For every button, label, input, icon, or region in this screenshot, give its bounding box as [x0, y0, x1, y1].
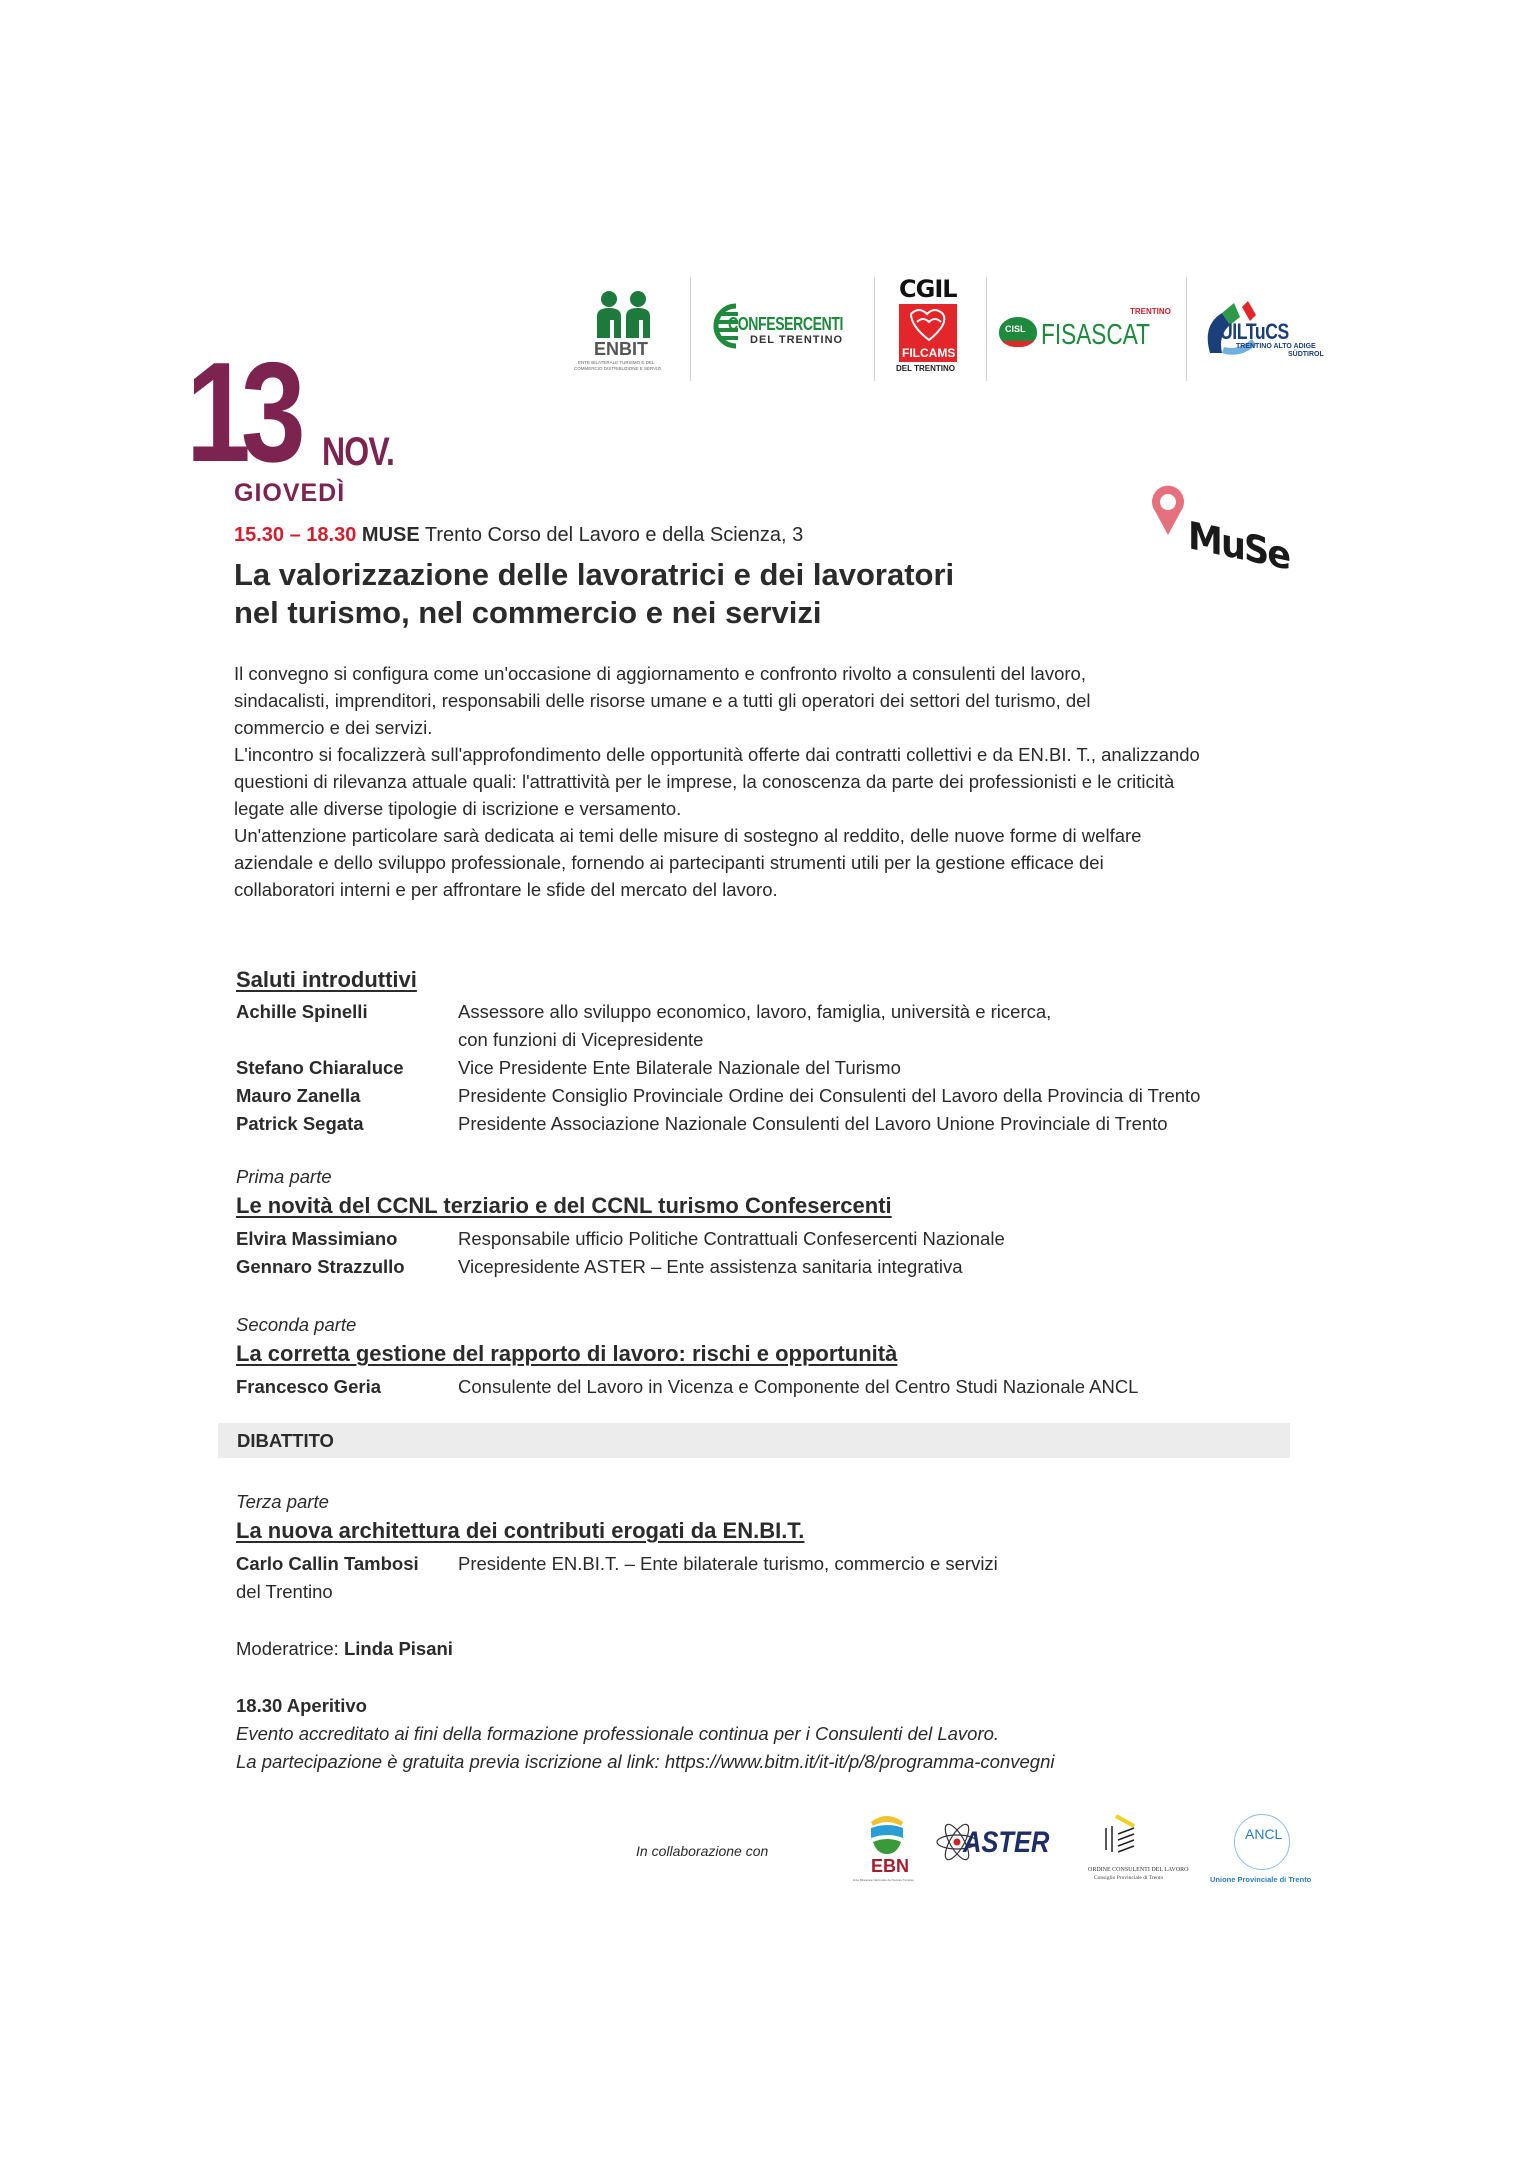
fisascat-region: TRENTINO: [1130, 307, 1171, 316]
intro-line: Il convegno si configura come un'occasione di aggiornamento e confronto rivolto a consulenti del lavoro,: [234, 663, 1086, 684]
intro-line: aziendale e dello sviluppo professionale, fornendo ai partecipanti strumenti utili per la gestione efficace dei: [234, 852, 1104, 873]
saluti-heading: Saluti introduttivi: [236, 967, 417, 992]
ordine-caption: Consiglio Provinciale di Trento: [1094, 1875, 1164, 1881]
ebn-caption: Ente Bilaterale Nazionale del Settore Turistico: [853, 1878, 915, 1882]
prima-parte-label: Prima parte: [236, 1166, 332, 1187]
event-address: Trento Corso del Lavoro e della Scienza, 3: [424, 524, 804, 546]
fisascat-logo: [997, 305, 1177, 360]
speaker-role-cont: con funzioni di Vicepresidente: [458, 1029, 704, 1050]
cgil-name: CGIL: [899, 275, 957, 303]
aster-name: ASTER: [963, 1826, 1050, 1859]
event-time: 15.30 – 18.30: [234, 524, 357, 546]
moderator-name: Linda Pisani: [343, 1638, 453, 1659]
enbit-caption-1: ENTE BILATERALE TURISMO E DEL: [578, 360, 655, 365]
filcams-red-box: [899, 304, 957, 362]
event-venue: MUSE: [361, 524, 420, 546]
moderator-label: Moderatrice:: [236, 1638, 339, 1659]
confesercenti-subtitle: DEL TRENTINO: [750, 334, 844, 346]
ancl-name: ANCL: [1245, 1826, 1283, 1842]
dibattito-band: [218, 1423, 1290, 1458]
speaker-role: Responsabile ufficio Politiche Contrattuali Confesercenti Nazionale: [458, 1228, 1005, 1249]
event-time-venue: [234, 523, 803, 547]
enbit-caption-2: COMMERCIO DISTRIBUZIONE E SERVIZI: [574, 366, 662, 371]
cgil-subtitle: DEL TRENTINO: [896, 364, 955, 373]
speaker-name: Francesco Geria: [236, 1376, 381, 1397]
intro-line: Un'attenzione particolare sarà dedicata ai temi delle misure di sostegno al reddito, delle nuove forme di welfare: [234, 825, 1142, 846]
logo-divider: [986, 277, 987, 381]
intro-line: sindacalisti, imprenditori, responsabili delle risorse umane e a tutti gli operatori dei settori del turismo, del: [234, 690, 1091, 711]
accreditation-note: Evento accreditato ai fini della formazione professionale continua per i Consulenti del Lavoro.: [236, 1723, 1000, 1744]
enbit-people-icon: [578, 290, 670, 340]
ancl-caption: Unione Provinciale di Trento: [1210, 1875, 1312, 1884]
speaker-role-cont: del Trentino: [236, 1581, 333, 1602]
muse-wordmark: MuSe: [1188, 513, 1290, 579]
event-weekday: GIOVEDÌ: [234, 479, 346, 507]
aster-logo: [935, 1820, 1065, 1868]
speaker-name: Stefano Chiaraluce: [236, 1057, 404, 1078]
event-title-line-2: nel turismo, nel commercio e nei servizi: [234, 595, 822, 630]
fisascat-name: FISASCAT: [1041, 319, 1150, 351]
registration-note: La partecipazione è gratuita previa iscrizione al link: https://www.bitm.it/it-it/p/8/programma-convegni: [236, 1751, 1055, 1772]
intro-line: collaboratori interni e per affrontare le sfide del mercato del lavoro.: [234, 879, 778, 900]
cgil-filcams-logo: [893, 275, 969, 375]
speaker-name: Carlo Callin Tambosi: [236, 1553, 419, 1574]
intro-line: commercio e dei servizi.: [234, 717, 433, 738]
ancl-logo: [1208, 1812, 1328, 1902]
aperitivo: 18.30 Aperitivo: [236, 1695, 367, 1716]
speaker-role: Presidente EN.BI.T. – Ente bilaterale turismo, commercio e servizi: [458, 1553, 998, 1574]
moderator-line: [236, 1635, 453, 1663]
speaker-name: Gennaro Strazzullo: [236, 1256, 405, 1277]
uiltucs-logo: [1200, 295, 1330, 365]
event-month: NOV.: [322, 430, 395, 474]
speaker-role: Assessore allo sviluppo economico, lavoro, famiglia, università e ricerca,: [458, 1001, 1052, 1022]
confesercenti-logo: [710, 302, 860, 352]
speaker-role: Presidente Consiglio Provinciale Ordine dei Consulenti del Lavoro della Provincia di Trento: [458, 1085, 1201, 1106]
muse-logo: [1150, 485, 1320, 579]
logo-divider: [874, 277, 875, 381]
confesercenti-name: CONFESERCENTI: [728, 314, 844, 334]
terza-parte-heading: La nuova architettura dei contributi erogati da EN.BI.T.: [236, 1518, 805, 1543]
speaker-role: Vice Presidente Ente Bilaterale Nazionale del Turismo: [458, 1057, 901, 1078]
ebn-logo: [853, 1812, 933, 1884]
enbit-name: ENBIT: [594, 339, 648, 359]
uiltucs-subtitle-1: TRENTINO ALTO ADIGE: [1236, 343, 1316, 350]
dibattito-label: DIBATTITO: [237, 1430, 334, 1451]
map-pin-icon: [1150, 485, 1186, 537]
event-day: 13: [186, 333, 296, 492]
speaker-name: Patrick Segata: [236, 1113, 364, 1134]
ordine-emblem-icon: [1098, 1812, 1148, 1862]
intro-line: L'incontro si focalizzerà sull'approfondimento delle opportunità offerte dai contratti collettivi e da EN.BI. T., analizzando: [234, 744, 1200, 765]
ordine-consulenti-logo: [1088, 1812, 1198, 1892]
ebn-globe-icon: [867, 1812, 907, 1856]
speaker-name: Mauro Zanella: [236, 1085, 361, 1106]
seconda-parte-heading: La corretta gestione del rapporto di lavoro: rischi e opportunità: [236, 1341, 898, 1366]
filcams-hearts-icon: [899, 304, 957, 346]
event-title: [234, 556, 1054, 632]
enbit-logo: [574, 290, 670, 374]
uiltucs-name: UILTuCS: [1220, 319, 1289, 344]
speaker-role: Presidente Associazione Nazionale Consulenti del Lavoro Unione Provinciale di Trento: [458, 1113, 1168, 1134]
speaker-name: Achille Spinelli: [236, 1001, 368, 1022]
logo-divider: [1186, 277, 1187, 381]
prima-parte-heading: Le novità del CCNL terziario e del CCNL turismo Confesercenti: [236, 1193, 892, 1218]
event-title-line-1: La valorizzazione delle lavoratrici e dei lavoratori: [234, 557, 955, 592]
speaker-role: Vicepresidente ASTER – Ente assistenza sanitaria integrativa: [458, 1256, 963, 1277]
seconda-parte-label: Seconda parte: [236, 1314, 357, 1335]
speaker-role: Consulente del Lavoro in Vicenza e Componente del Centro Studi Nazionale ANCL: [458, 1376, 1139, 1397]
logo-divider: [690, 277, 691, 381]
ebn-name: EBN: [871, 1856, 910, 1876]
intro-line: questioni di rilevanza attuale quali: l'attrattività per le imprese, la conoscenza da parte dei professionisti e le criticità: [234, 771, 1175, 792]
cisl-badge-text: CISL: [1005, 324, 1026, 334]
filcams-name: FILCAMS: [902, 346, 956, 360]
intro-paragraph: [234, 660, 1324, 903]
cisl-badge-icon: [999, 317, 1037, 347]
ancl-circle-icon: [1234, 1814, 1290, 1870]
terza-parte-label: Terza parte: [236, 1491, 329, 1512]
uiltucs-subtitle-2: SÜDTIROL: [1288, 351, 1324, 358]
collaboration-label: In collaborazione con: [636, 1843, 769, 1859]
speaker-name: Elvira Massimiano: [236, 1228, 398, 1249]
intro-line: legate alle diverse tipologie di iscrizione e versamento.: [234, 798, 682, 819]
ordine-name: ORDINE CONSULENTI DEL LAVORO: [1088, 1867, 1189, 1873]
